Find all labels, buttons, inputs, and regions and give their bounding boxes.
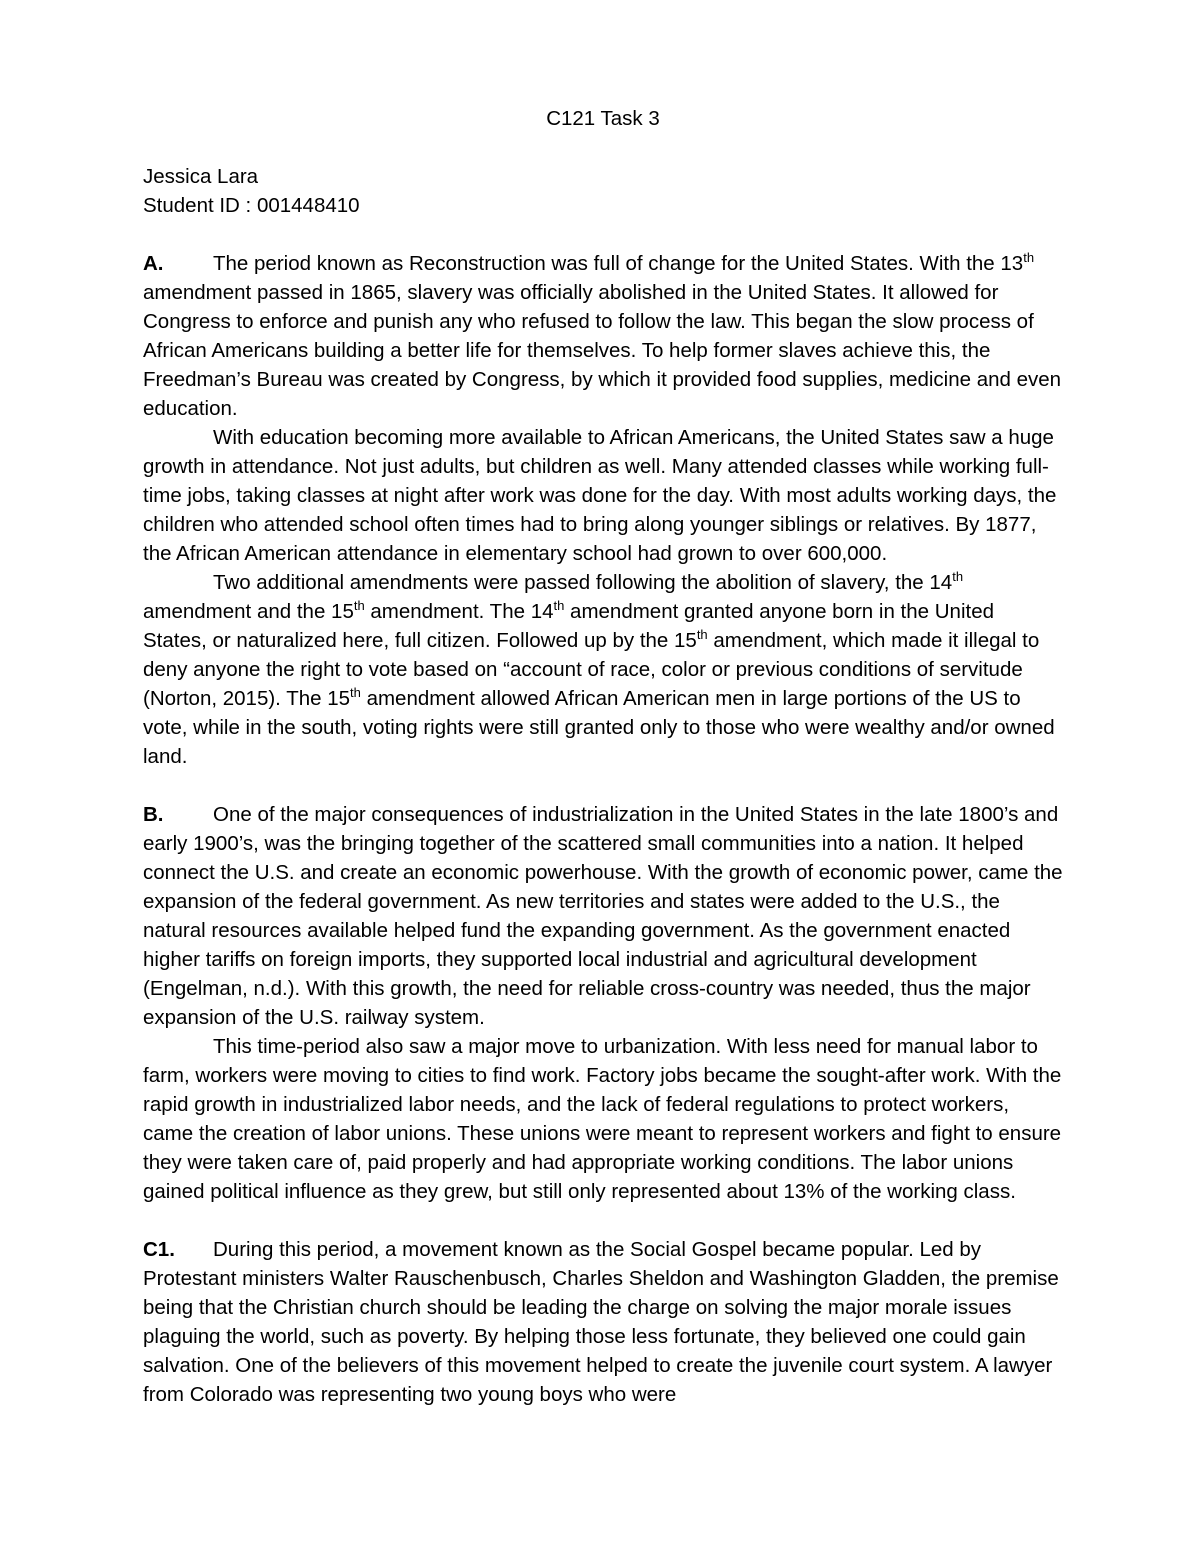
spacer <box>143 220 1063 249</box>
author-name: Jessica Lara <box>143 165 259 188</box>
section-a-paragraph-1: A. The period known as Reconstruction was full of change for the United States. With the 13th amendment passed in 1865, slavery was officially abolished in the United States. It allowed for Congress to enforce and punish any who refused to follow the law. This began the slow process of African Americans building a better life for themselves. To help former slaves achieve this, the Freedman’s Bureau was created by Congress, by which it provided food supplies, medicine and even education. <box>143 250 1062 420</box>
spacer <box>143 133 1063 162</box>
section-c1-paragraph-1: C1. During this period, a movement known as the Social Gospel became popular. Led by Protestant ministers Walter Rauschenbusch, Charles Sheldon and Washington Gladden, the premise being that the Christian church should be leading the charge on solving the major morale issues plaguing the world, such as poverty. By helping those less fortunate, they believed one could gain salvation. One of the believers of this movement helped to create the juvenile court system. A lawyer from Colorado was representing two young boys who were <box>143 1235 1063 1409</box>
document-title: C121 Task 3 <box>546 107 660 130</box>
section-b-paragraph-2: This time-period also saw a major move to urbanization. With less need for manual labor to farm, workers were moving to cities to find work. Factory jobs became the sought-after work. With the rapid growth in industrialized labor needs, and the lack of federal regulations to protect workers, came the creation of labor unions. These unions were meant to represent workers and fight to ensure they were taken care of, paid properly and had appropriate working conditions. The labor unions gained political influence as they grew, but still only represented about 13% of the working class. <box>143 1035 1062 1203</box>
document-body <box>143 104 1063 1409</box>
section-a-paragraph-3: Two additional amendments were passed following the abolition of slavery, the 14th amendment and the 15th amendment. The 14th amendment granted anyone born in the United States, or naturalized here, full citizen. Followed up by the 15th amendment, which made it illegal to deny anyone the right to vote based on “account of race, color or previous conditions of servitude (Norton, 2015). The 15th amendment allowed African American men in large portions of the US to vote, while in the south, voting rights were still granted only to those who were wealthy and/or owned land. <box>143 569 1055 768</box>
student-id: Student ID : 001448410 <box>143 194 360 217</box>
section-b-paragraph-1: B. One of the major consequences of industrialization in the United States in the late 1800’s and early 1900’s, was the bringing together of the scattered small communities into a nation. It helped connect the U.S. and create an economic powerhouse. With the growth of economic power, came the expansion of the federal government. As new territories and states were added to the U.S., the natural resources available helped fund the expanding government. As the government enacted higher tariffs on foreign imports, they supported local industrial and agricultural development (Engelman, n.d.). With this growth, the need for reliable cross-country was needed, thus the major expansion of the U.S. railway system. <box>143 800 1063 1032</box>
section-a-label: A. <box>143 252 164 275</box>
section-b-label: B. <box>143 803 164 826</box>
spacer <box>143 771 1063 800</box>
section-c1-label: C1. <box>143 1238 175 1261</box>
section-a-paragraph-2: With education becoming more available to African Americans, the United States saw a huge growth in attendance. Not just adults, but children as well. Many attended classes while working full-time jobs, taking classes at night after work was done for the day. With most adults working days, the children who attended school often times had to bring along younger siblings or relatives. By 1877, the African American attendance in elementary school had grown to over 600,000. <box>143 426 1057 565</box>
spacer <box>143 1206 1063 1235</box>
